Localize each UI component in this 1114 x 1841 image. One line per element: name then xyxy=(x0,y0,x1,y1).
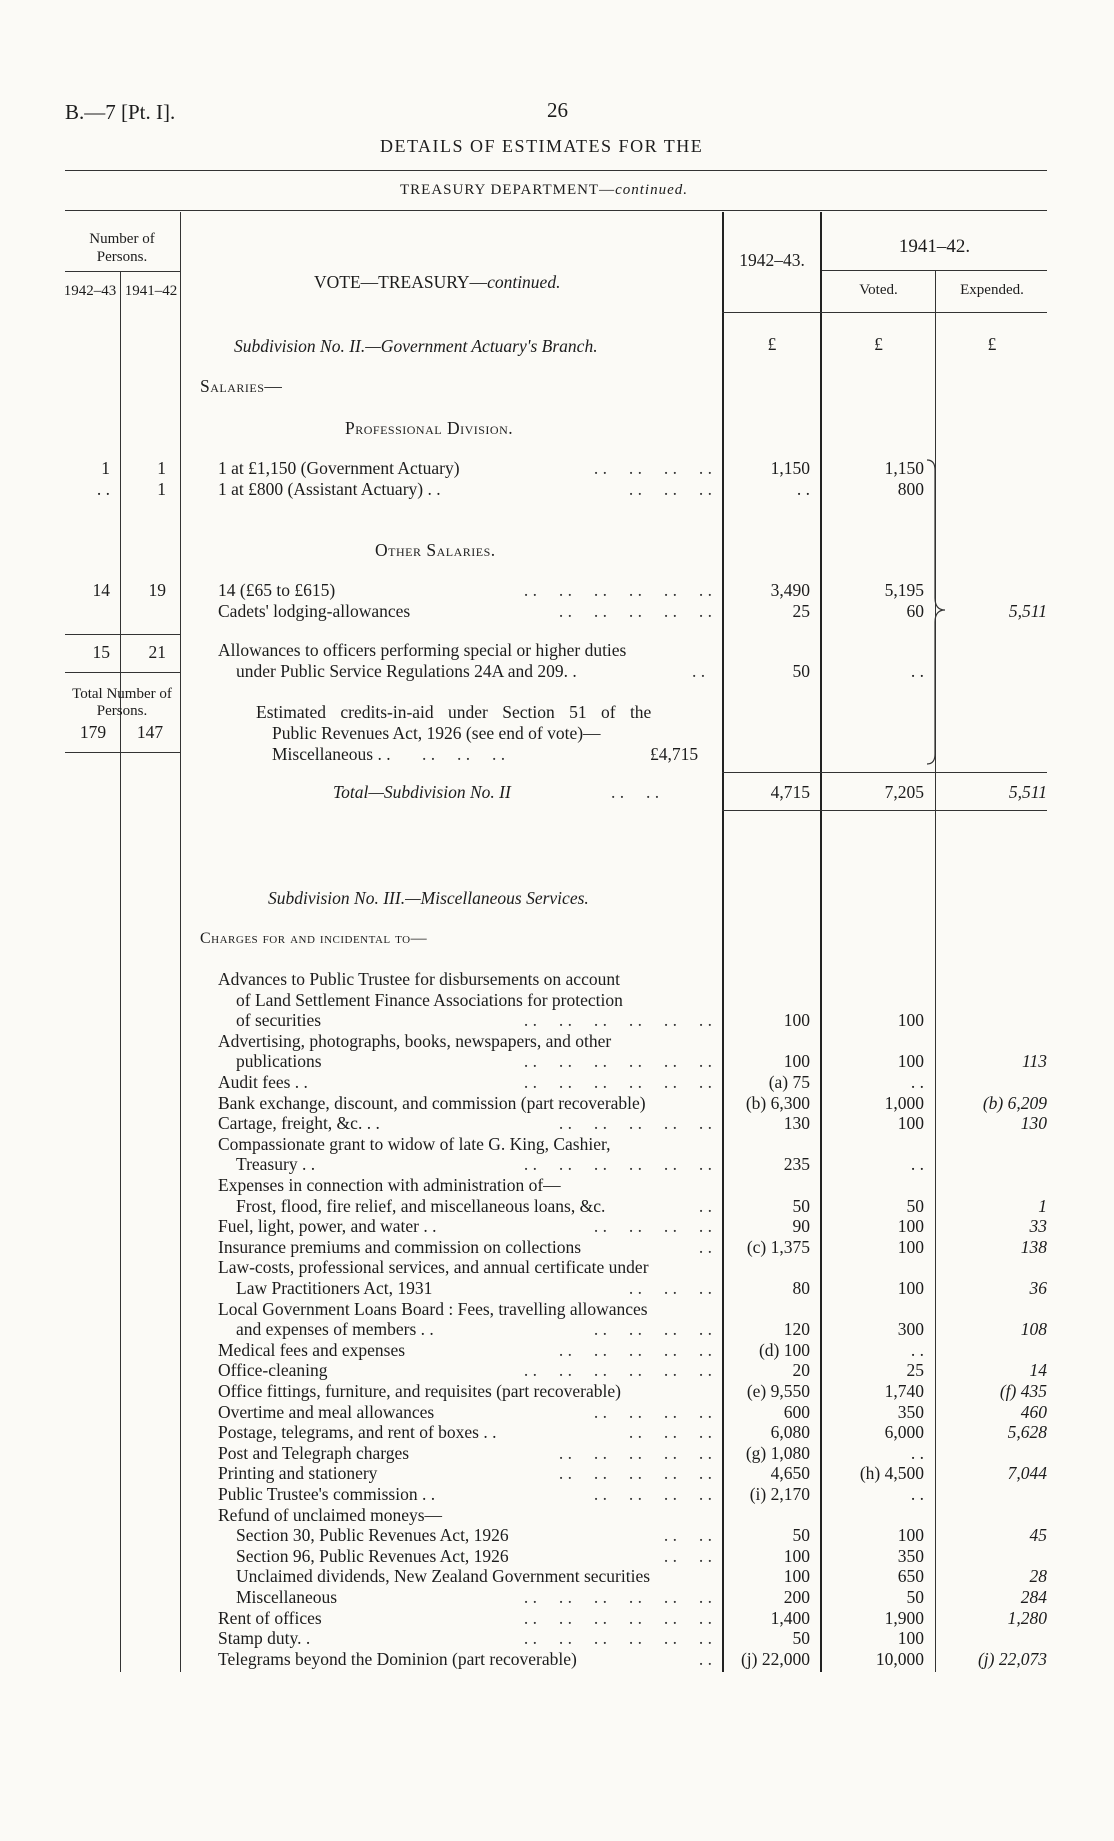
year-header-rule xyxy=(822,270,1047,271)
page-number: 26 xyxy=(547,98,568,122)
amount-voted: 1,000 xyxy=(884,1092,924,1113)
item-description: Section 30, Public Revenues Act, 1926 xyxy=(236,1525,509,1546)
item-description: Advances to Public Trustee for disbursements on account xyxy=(218,969,620,989)
item-description: Expenses in connection with administration of— xyxy=(218,1175,561,1195)
vote-heading xyxy=(314,272,560,293)
persons-1942-43: 14 xyxy=(92,580,110,600)
item-description: Public Trustee's commission . . xyxy=(218,1484,436,1504)
credits-text: Miscellaneous . . xyxy=(272,744,391,764)
dot-leader: . . . . xyxy=(663,1545,712,1566)
sub3-row xyxy=(0,1319,1114,1340)
sub3-row xyxy=(0,1402,1114,1423)
amount-voted: . . xyxy=(910,1072,924,1092)
dot-leader: . . . . . . xyxy=(628,479,712,499)
item-description: Fuel, light, power, and water . . xyxy=(218,1216,437,1237)
amount-expended: 1 xyxy=(1038,1195,1047,1216)
amount-voted: . . xyxy=(910,1442,924,1463)
department-name: TREASURY DEPARTMENT— xyxy=(400,182,616,198)
amount-voted: 100 xyxy=(897,1628,924,1649)
other-salaries-label: Other Salaries. xyxy=(375,540,496,560)
amount-1942-43: 3,490 xyxy=(770,580,810,600)
department-heading xyxy=(400,182,688,199)
item-description: Medical fees and expenses xyxy=(218,1339,406,1360)
sub3-row xyxy=(0,1443,1114,1464)
item-description: Insurance premiums and commission on collections xyxy=(218,1236,582,1257)
persons-subtotal-1941-42: 21 xyxy=(148,642,166,662)
dot-leader: . . . . . . . . . . xyxy=(558,1339,712,1360)
amount-1942-43: 50 xyxy=(792,1628,810,1649)
amount-1942-43: 100 xyxy=(783,1545,810,1566)
sub3-row xyxy=(0,1628,1114,1649)
persons-1941-42: 19 xyxy=(148,580,166,600)
item-description: publications xyxy=(236,1051,322,1072)
persons-1942-43: 1 xyxy=(101,458,110,478)
amount-1942-43: 50 xyxy=(792,1525,810,1546)
document-reference: B.—7 [Pt. I]. xyxy=(65,100,176,124)
amount-expended: 28 xyxy=(1029,1566,1047,1587)
item-description: Postage, telegrams, and rent of boxes . . xyxy=(218,1422,497,1443)
total-persons-1942-43: 179 xyxy=(79,722,107,742)
professional-division-label: Professional Division. xyxy=(345,418,514,438)
persons-1941-42: 1 xyxy=(157,458,166,478)
item-description: Cartage, freight, &c. . . xyxy=(218,1113,380,1134)
amount-voted: 5,195 xyxy=(884,580,924,600)
currency-voted: £ xyxy=(874,334,883,354)
persons-header-rule xyxy=(65,271,180,272)
total-sub2-bottom-rule xyxy=(722,810,1047,811)
amount-voted: 100 xyxy=(897,1236,924,1257)
amount-voted: 100 xyxy=(897,1010,924,1031)
item-description: Section 96, Public Revenues Act, 1926 xyxy=(236,1545,509,1566)
amount-1942-43: (j) 22,000 xyxy=(740,1648,810,1669)
sub3-row xyxy=(0,1278,1114,1299)
currency-1942-43: £ xyxy=(767,334,777,354)
salaries-label: Salaries— xyxy=(200,376,283,396)
amount-1942-43: 200 xyxy=(783,1587,810,1607)
amount-1942-43: (c) 1,375 xyxy=(746,1236,810,1257)
item-description: and expenses of members . . xyxy=(236,1319,434,1340)
allowances-line-2 xyxy=(236,661,706,682)
dot-leader: . . . . . . . . . . xyxy=(558,601,712,621)
sub3-row xyxy=(0,1546,1114,1567)
sub3-row xyxy=(0,1608,1114,1629)
amount-voted: . . xyxy=(910,1154,924,1175)
amount-voted: 60 xyxy=(906,601,924,621)
item-description: Office fittings, furniture, and requisites (part recoverable) xyxy=(218,1381,621,1401)
sub3-row xyxy=(0,1360,1114,1381)
voted-header: Voted. xyxy=(859,282,898,298)
sub3-row xyxy=(0,1010,1114,1031)
dot-leader: . . . . . . . . . . xyxy=(558,1442,712,1463)
sub3-row xyxy=(0,1175,1114,1196)
sub3-row xyxy=(0,1422,1114,1443)
sub3-row xyxy=(0,1051,1114,1072)
amount-expended: 130 xyxy=(1020,1113,1047,1134)
amount-1942-43: (g) 1,080 xyxy=(745,1442,810,1463)
sub3-row xyxy=(0,1299,1114,1320)
persons-subtotal-top-rule xyxy=(65,634,180,635)
sub3-row xyxy=(0,1587,1114,1608)
amount-1942-43: (e) 9,550 xyxy=(746,1381,810,1401)
dot-leader: . . xyxy=(698,1236,712,1257)
item-description: Compassionate grant to widow of late G. King, Cashier, xyxy=(218,1133,611,1154)
total-sub2-voted: 7,205 xyxy=(884,782,924,802)
item-description: Frost, flood, fire relief, and miscellaneous loans, &c. xyxy=(236,1195,606,1216)
amount-voted: 100 xyxy=(897,1051,924,1072)
amount-expended: 138 xyxy=(1020,1236,1047,1257)
amount-1942-43: 6,080 xyxy=(770,1422,810,1443)
dot-leader: . . . . . . . . xyxy=(593,1216,712,1237)
amount-voted: 10,000 xyxy=(875,1648,924,1669)
amount-voted: 350 xyxy=(897,1545,924,1566)
allowances-line-1: Allowances to officers performing special or higher duties xyxy=(218,640,627,660)
item-description: Treasury . . xyxy=(236,1154,316,1175)
sub3-row xyxy=(0,1113,1114,1134)
amount-expended: 36 xyxy=(1029,1278,1047,1298)
department-continued: continued. xyxy=(615,182,689,198)
dot-leader: . . . . . . . . xyxy=(593,458,712,478)
amount-voted: 50 xyxy=(906,1587,924,1607)
sub3-row xyxy=(0,1525,1114,1546)
heading-bottom-rule xyxy=(722,312,1047,313)
sub3-row xyxy=(0,1340,1114,1361)
amount-expended: 33 xyxy=(1029,1216,1047,1237)
persons-subtotal-1942-43: 15 xyxy=(92,642,110,662)
item-description: Overtime and meal allowances xyxy=(218,1401,435,1422)
allowances-1942-43: 50 xyxy=(792,661,810,681)
amount-voted: . . xyxy=(910,1339,924,1360)
amount-1942-43: (d) 100 xyxy=(758,1339,810,1360)
amount-1942-43: 25 xyxy=(792,601,810,621)
sub3-row xyxy=(0,1216,1114,1237)
amount-expended: 45 xyxy=(1029,1525,1047,1546)
sub3-row xyxy=(0,1649,1114,1670)
amount-voted: 50 xyxy=(906,1195,924,1216)
sub3-row xyxy=(0,1031,1114,1052)
persons-col-1941-42: 1941–42 xyxy=(124,283,178,299)
item-description: 14 (£65 to £615) xyxy=(218,580,336,600)
item-description: Refund of unclaimed moneys— xyxy=(218,1504,443,1525)
allowances-voted: . . xyxy=(910,661,924,681)
amount-1942-43: (b) 6,300 xyxy=(745,1092,810,1113)
amount-voted: 100 xyxy=(897,1216,924,1237)
sub3-row xyxy=(0,1134,1114,1155)
persons-1942-43: . . xyxy=(96,479,110,499)
dot-leader: . . . . . . . . . . . . xyxy=(523,1587,712,1607)
sub3-row xyxy=(0,1381,1114,1402)
dot-leader: . . . . . . . . . . . . xyxy=(523,1010,712,1031)
amount-voted: . . xyxy=(910,1484,924,1504)
allowances-leader: . . xyxy=(692,661,706,681)
year-1941-42-header: 1941–42. xyxy=(898,236,971,257)
item-description: Law Practitioners Act, 1931 xyxy=(236,1278,433,1298)
amount-1942-43: 90 xyxy=(792,1216,810,1237)
item-description: Office-cleaning xyxy=(218,1360,328,1381)
sub3-row xyxy=(0,1154,1114,1175)
amount-expended: 5,511 xyxy=(1008,601,1047,621)
amount-voted: 650 xyxy=(897,1566,924,1587)
credits-line-1: Estimated credits-in-aid under Section 51 of the xyxy=(256,702,652,722)
amount-1942-43: . . xyxy=(796,479,810,499)
dot-leader: . . . . . . . . . . . . xyxy=(523,1607,712,1628)
currency-expended: £ xyxy=(987,334,997,354)
item-description: Local Government Loans Board : Fees, travelling allowances xyxy=(218,1298,648,1319)
item-description: 1 at £800 (Assistant Actuary) . . xyxy=(218,479,441,499)
dot-leader: . . . . . . xyxy=(628,1422,712,1443)
amount-expended: (j) 22,073 xyxy=(977,1648,1047,1669)
sub3-row xyxy=(0,1072,1114,1093)
amount-voted: 6,000 xyxy=(884,1422,924,1443)
amount-voted: 1,900 xyxy=(884,1607,924,1628)
sub3-row xyxy=(0,969,1114,990)
item-description: Stamp duty. . xyxy=(218,1628,311,1649)
amount-1942-43: 130 xyxy=(783,1113,810,1134)
sub3-row xyxy=(0,1196,1114,1217)
persons-subtotal-bottom-rule xyxy=(65,672,180,673)
total-persons-1941-42: 147 xyxy=(136,722,164,742)
amount-expended: (b) 6,209 xyxy=(982,1092,1047,1113)
item-description: Cadets' lodging-allowances xyxy=(218,601,411,621)
item-description: Law-costs, professional services, and annual certificate under xyxy=(218,1257,649,1278)
sub3-row xyxy=(0,1463,1114,1484)
amount-voted: 100 xyxy=(897,1525,924,1546)
dot-leader: . . . . . . . . . . . . xyxy=(523,580,712,600)
dot-leader: . . . . . . . . . . . . xyxy=(523,1360,712,1381)
total-persons-rule xyxy=(65,752,180,753)
sub3-row xyxy=(0,1093,1114,1114)
amount-expended: 108 xyxy=(1020,1319,1047,1340)
dot-leader: . . . . xyxy=(663,1525,712,1546)
salaries-bracket xyxy=(925,458,955,768)
amount-1942-43: 100 xyxy=(783,1051,810,1072)
amount-expended: 7,044 xyxy=(1007,1463,1047,1484)
dot-leader: . . . . . . . . xyxy=(593,1484,712,1504)
allowances-text: under Public Service Regulations 24A and 209. . xyxy=(236,661,577,681)
total-sub2-top-rule xyxy=(722,772,1047,773)
expended-header: Expended. xyxy=(960,282,1024,298)
vote-name: VOTE—TREASURY— xyxy=(314,272,488,292)
dot-leader: . . . . . . . . . . xyxy=(558,1113,712,1134)
item-description: of Land Settlement Finance Associations for protection xyxy=(236,989,623,1010)
item-description: of securities xyxy=(236,1010,322,1031)
amount-1942-43: 4,650 xyxy=(770,1463,810,1484)
item-description: 1 at £1,150 (Government Actuary) xyxy=(218,458,460,478)
amount-expended: 5,628 xyxy=(1007,1422,1047,1443)
amount-1942-43: 20 xyxy=(792,1360,810,1381)
item-description: Printing and stationery xyxy=(218,1463,378,1484)
dot-leader: . . xyxy=(698,1195,712,1216)
amount-voted: 800 xyxy=(897,479,924,499)
total-sub2-expended: 5,511 xyxy=(1008,782,1047,802)
item-description: Telegrams beyond the Dominion (part recoverable) xyxy=(218,1648,577,1669)
dot-leader: . . . . . . . . xyxy=(593,1319,712,1340)
page-title: DETAILS OF ESTIMATES FOR THE xyxy=(380,136,704,156)
amount-voted: 25 xyxy=(906,1360,924,1381)
table-top-rule xyxy=(65,210,1047,211)
credits-line-3 xyxy=(272,744,699,765)
amount-expended: 14 xyxy=(1029,1360,1047,1381)
total-persons-label: Total Number of Persons. xyxy=(72,686,172,719)
sub3-row xyxy=(0,1484,1114,1505)
amount-voted: 100 xyxy=(897,1113,924,1134)
charges-label: Charges for and incidental to— xyxy=(200,930,428,947)
item-description: Unclaimed dividends, New Zealand Government securities xyxy=(236,1566,651,1587)
item-description: Miscellaneous xyxy=(236,1587,338,1607)
amount-expended: (f) 435 xyxy=(999,1381,1047,1401)
subdivision-3-heading: Subdivision No. III.—Miscellaneous Services. xyxy=(268,888,589,908)
item-description: Post and Telegraph charges xyxy=(218,1442,410,1463)
amount-expended: 113 xyxy=(1022,1051,1047,1072)
total-sub2-row xyxy=(333,782,660,803)
vote-continued: continued. xyxy=(487,272,561,292)
amount-1942-43: 1,150 xyxy=(770,458,810,478)
item-description: Rent of offices xyxy=(218,1607,322,1628)
amount-1942-43: 100 xyxy=(783,1010,810,1031)
amount-voted: 100 xyxy=(897,1278,924,1298)
amount-expended: 284 xyxy=(1020,1587,1047,1607)
dot-leader: . . . . . . xyxy=(628,1278,712,1298)
total-sub2-label: Total—Subdivision No. II xyxy=(333,782,511,802)
amount-voted: 300 xyxy=(897,1319,924,1340)
sub3-row xyxy=(0,1566,1114,1587)
amount-expended: 1,280 xyxy=(1007,1607,1047,1628)
dot-leader: . . . . . . . . . . . . xyxy=(523,1072,712,1092)
sub3-row xyxy=(0,990,1114,1011)
credits-leader: . . . . . . xyxy=(422,744,506,764)
amount-voted: 1,150 xyxy=(884,458,924,478)
amount-voted: 1,740 xyxy=(884,1381,924,1401)
amount-1942-43: 600 xyxy=(783,1401,810,1422)
amount-expended: 460 xyxy=(1020,1401,1047,1422)
sub3-row xyxy=(0,1237,1114,1258)
amount-1942-43: (i) 2,170 xyxy=(749,1484,810,1504)
title-rule xyxy=(65,170,1047,171)
subdivision-2-heading: Subdivision No. II.—Government Actuary's Branch. xyxy=(234,336,598,356)
item-description: Advertising, photographs, books, newspapers, and other xyxy=(218,1030,612,1051)
amount-1942-43: 120 xyxy=(783,1319,810,1340)
amount-voted: (h) 4,500 xyxy=(859,1463,924,1484)
amount-1942-43: 1,400 xyxy=(770,1607,810,1628)
sub3-row xyxy=(0,1505,1114,1526)
amount-1942-43: 80 xyxy=(792,1278,810,1298)
persons-col-1942-43: 1942–43 xyxy=(63,283,117,299)
amount-voted: 350 xyxy=(897,1401,924,1422)
persons-1941-42: 1 xyxy=(157,479,166,499)
total-sub2-1942-43: 4,715 xyxy=(770,782,810,802)
amount-1942-43: 100 xyxy=(783,1566,810,1587)
amount-1942-43: 50 xyxy=(792,1195,810,1216)
persons-header: Number of Persons. xyxy=(89,231,155,265)
dot-leader: . . . . . . . . . . . . xyxy=(523,1628,712,1649)
credits-line-2: Public Revenues Act, 1926 (see end of vote)— xyxy=(272,723,601,743)
item-description: Bank exchange, discount, and commission (part recoverable) xyxy=(218,1092,646,1113)
dot-leader: . . . . . . . . . . xyxy=(558,1463,712,1484)
amount-1942-43: (a) 75 xyxy=(768,1072,810,1092)
year-1942-43-header: 1942–43. xyxy=(739,250,805,270)
credits-amount: £4,715 xyxy=(650,744,699,764)
dot-leader: . . . . . . . . xyxy=(593,1401,712,1422)
item-description: Audit fees . . xyxy=(218,1072,308,1092)
sub3-row xyxy=(0,1257,1114,1278)
dot-leader: . . . . . . . . . . . . xyxy=(523,1051,712,1072)
amount-1942-43: 235 xyxy=(783,1154,810,1175)
dot-leader: . . . . . . . . . . . . xyxy=(523,1154,712,1175)
dot-leader: . . xyxy=(698,1648,712,1669)
total-sub2-leader: . . . . xyxy=(611,782,660,802)
